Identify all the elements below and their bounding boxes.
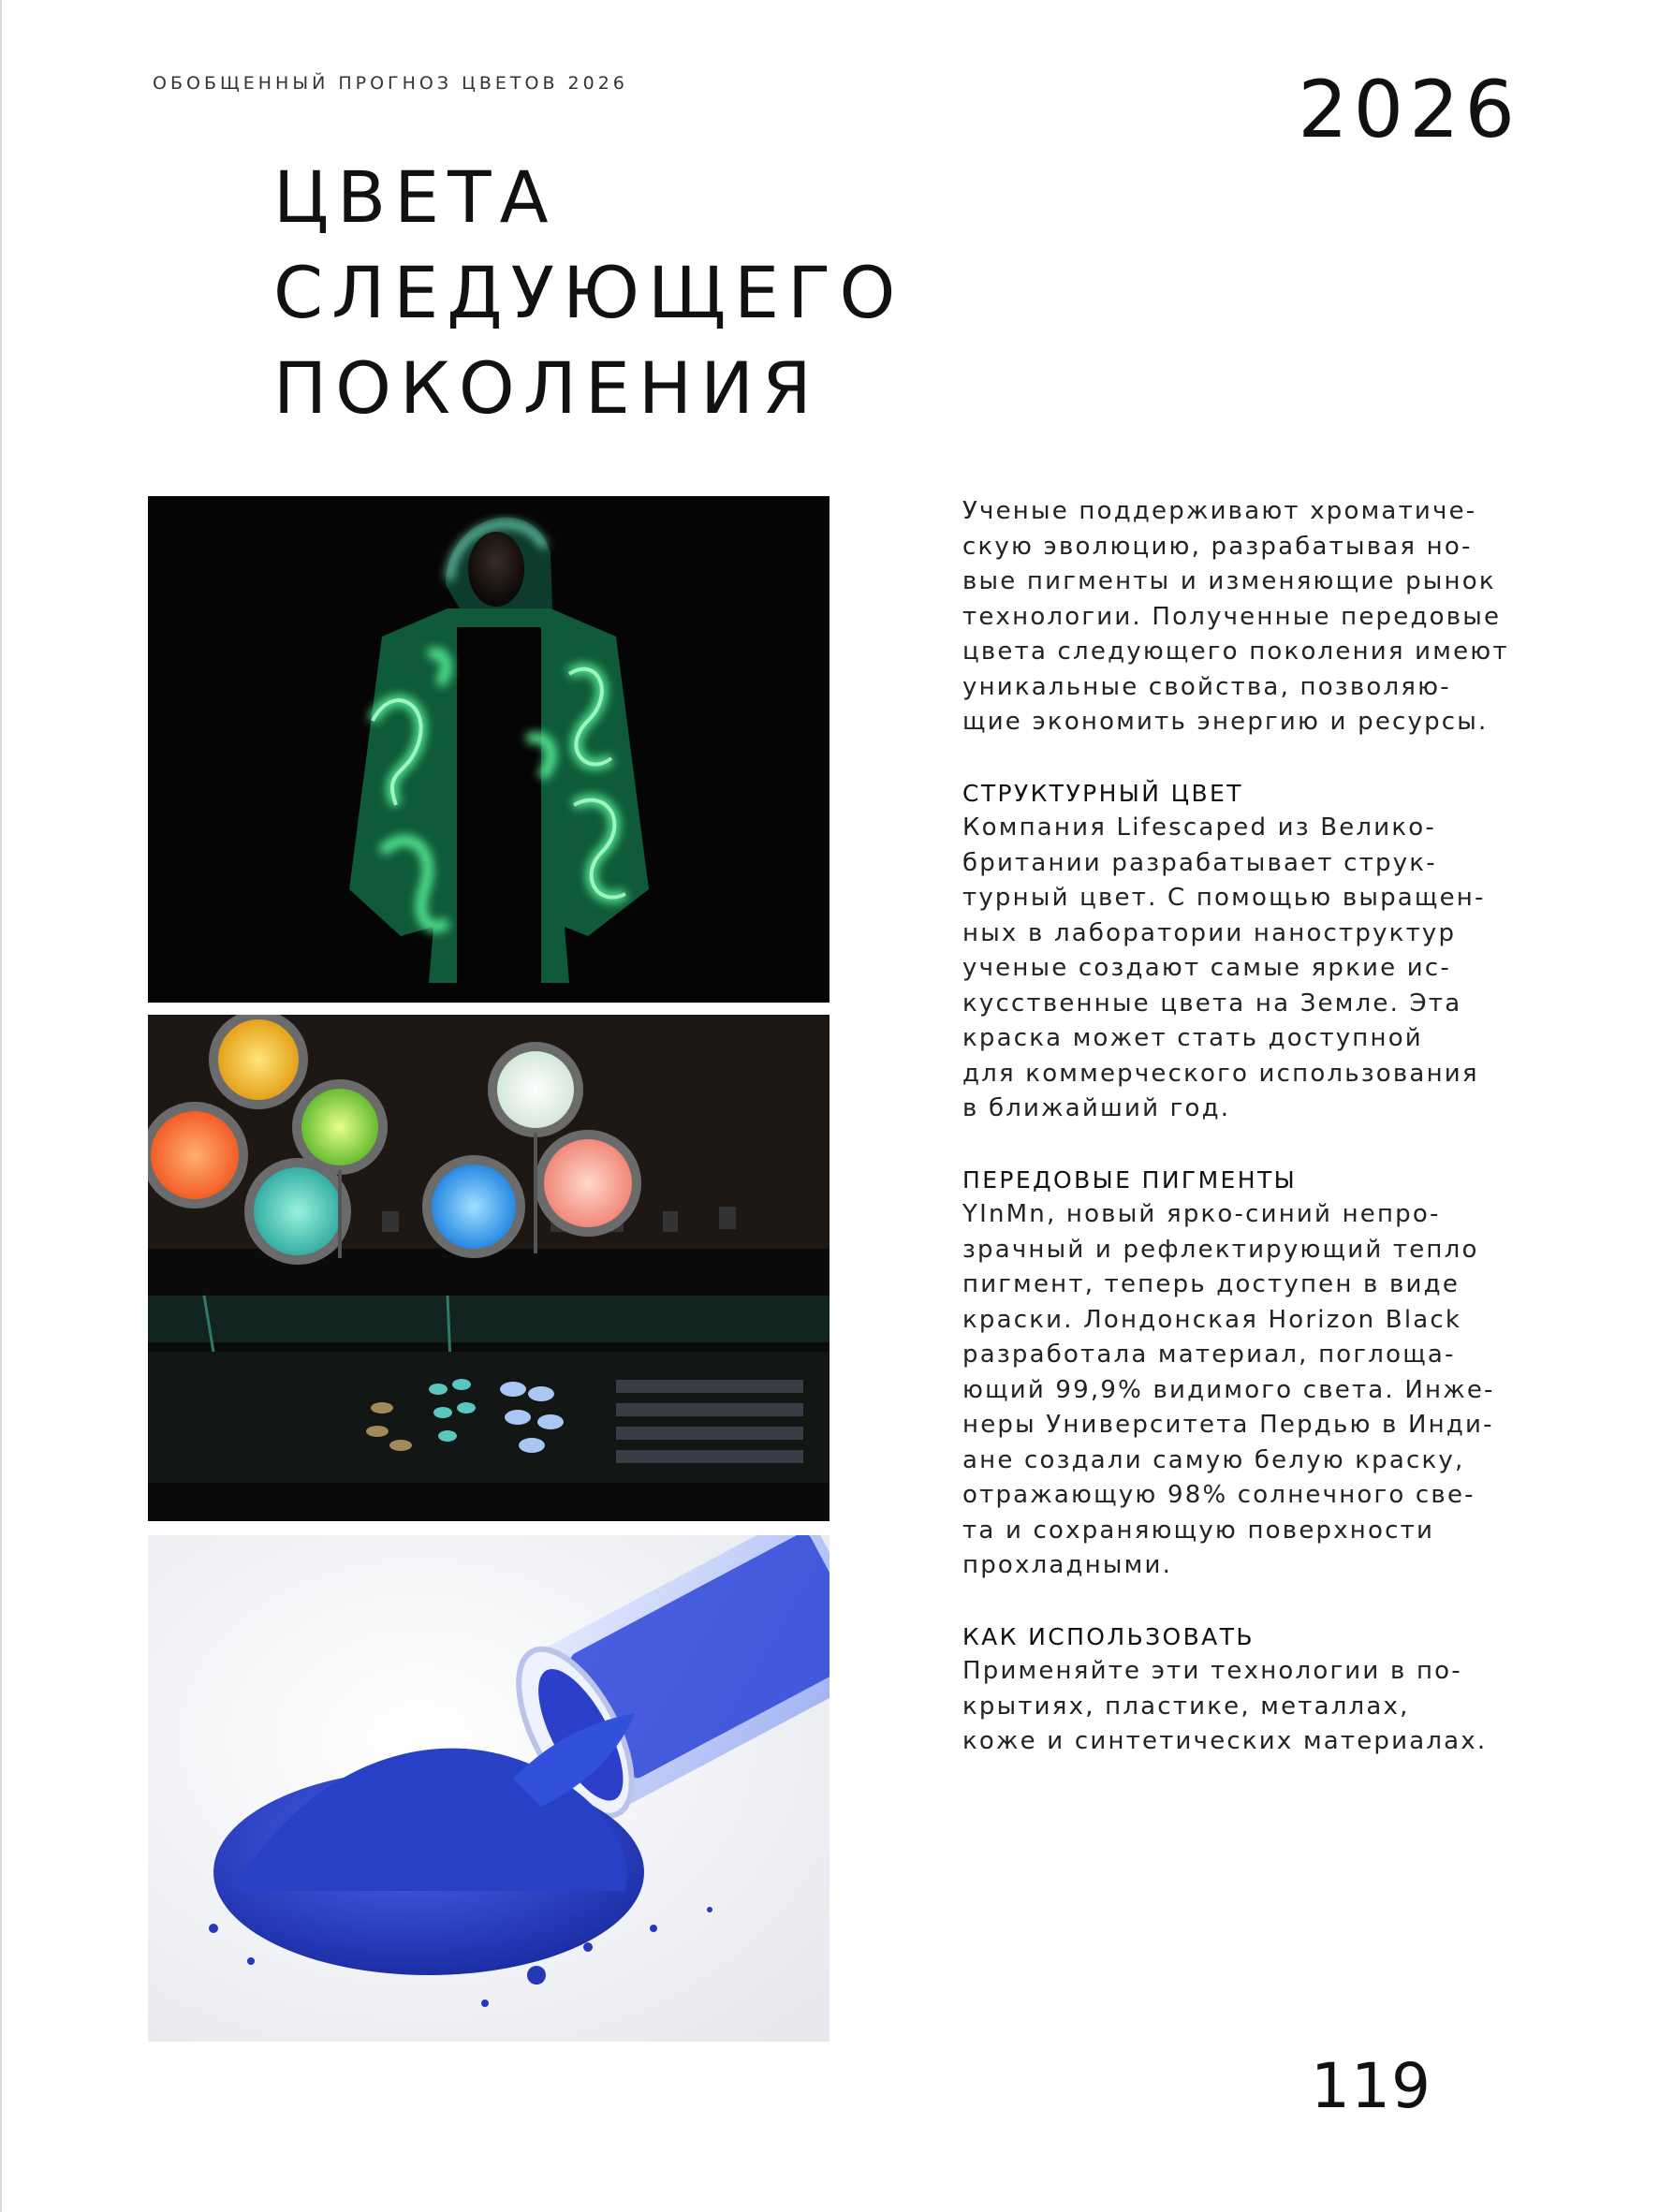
page-edge [0, 0, 2, 2212]
page-title: ЦВЕТА СЛЕДУЮЩЕГО ПОКОЛЕНИЯ [273, 155, 904, 430]
section-body-structural-color: Компания Lifescaped из Велико- британии разрабатывает струк- турный цвет. С помощью выращен- ных в лаборатории наноструктур ученые создают самые яркие ис- кусственные цвета на Земле. Эта краска может стать доступной для коммерческого использования в ближайший год. [962, 813, 1486, 1122]
photo-glowing-jacket [148, 496, 830, 1003]
page-number: 119 [1311, 2050, 1431, 2122]
section-heading-structural-color: СТРУКТУРНЫЙ ЦВЕТ [962, 779, 1243, 807]
section-body-how-to-use: Применяйте эти технологии в по- крытиях, пластике, металлах, коже и синтетических материалах. [962, 1657, 1488, 1755]
section-heading-advanced-pigments: ПЕРЕДОВЫЕ ПИГМЕНТЫ [962, 1165, 1298, 1194]
running-header: ОБОБЩЕННЫЙ ПРОГНОЗ ЦВЕТОВ 2026 [153, 73, 628, 94]
section-body-advanced-pigments: YInMn, новый ярко-синий непро- зрачный и рефлектирующий тепло пигмент, теперь доступен в виде краски. Лондонская Horizon Black разработала материал, поглоща- ющий 99,9% видимого света. Инже- неры Университета Пердью в Инди- ане создали самую белую краску, отражающую 98% солнечного све- та и сохраняющую поверхности прохладными. [962, 1200, 1495, 1579]
photo-yinmn-blue-pigment [148, 1535, 830, 2042]
intro-paragraph: Ученые поддерживают хроматиче- скую эволюцию, разрабатывая но- вые пигменты и изменяющие рынок технологии. Полученные передовые цвета следующего поколения имеют уникальные свойства, позволяю- щие экономить энергию и ресурсы. [962, 497, 1509, 736]
year-label: 2026 [1298, 64, 1520, 155]
article-body [962, 494, 1543, 1760]
section-heading-how-to-use: КАК ИСПОЛЬЗОВАТЬ [962, 1622, 1255, 1650]
photo-museum-color-discs [148, 1015, 830, 1521]
